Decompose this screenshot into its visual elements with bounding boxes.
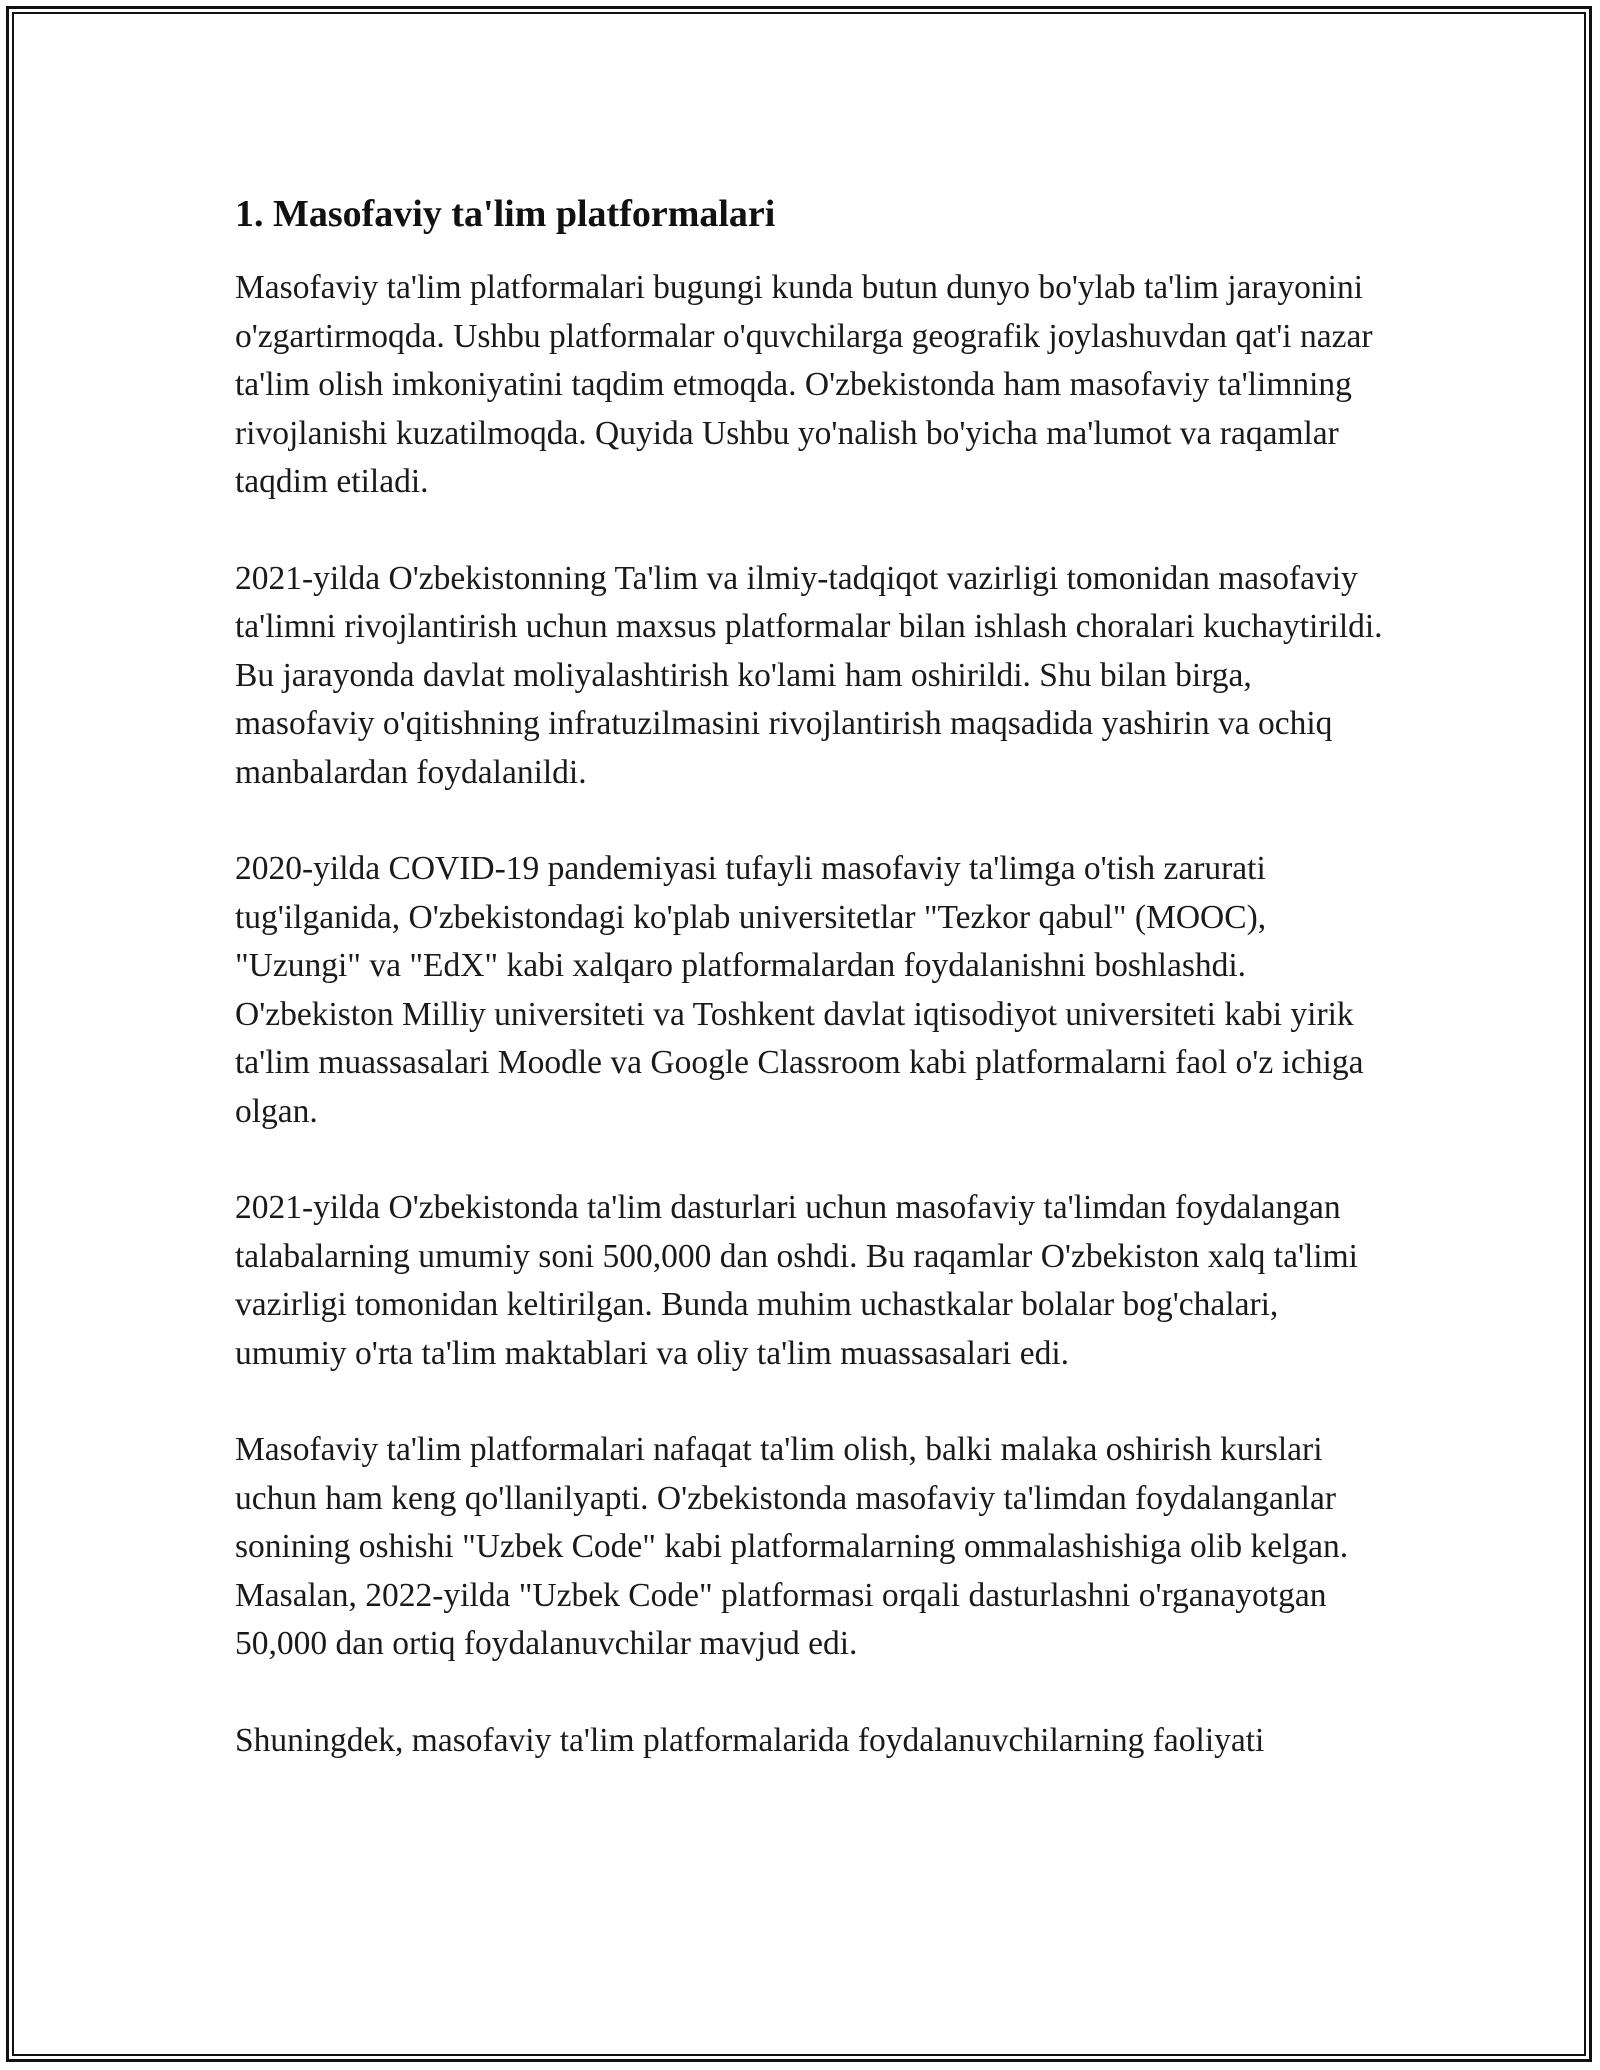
section-heading: 1. Masofaviy ta'lim platformalari — [235, 193, 776, 235]
paragraph-covid-2020: 2020-yilda COVID-19 pandemiyasi tufayli masofaviy ta'limga o'tish zarurati tug'ilganida, O'zbekistondagi ko'plab universitetlar "Tezkor qabul" (MOOC), "Uzungi" va "EdX" kabi xalqaro platformalardan foydalanishni boshlashdi. O'zbekiston Milliy universiteti va Toshkent davlat iqtisodiyot universiteti kabi yirik ta'lim muassasalari Moodle va Google Classroom kabi platformalarni faol o'z ichiga olgan. — [235, 850, 1364, 1130]
paragraph-uzbek-code: Masofaviy ta'lim platformalari nafaqat ta'lim olish, balki malaka oshirish kurslari uchun ham keng qo'llanilyapti. O'zbekistonda masofaviy ta'limdan foydalanganlar sonining oshishi "Uzbek Code" kabi platformalarning ommalashishiga olib kelgan. Masalan, 2022-yilda "Uzbek Code" platformasi orqali dasturlashni o'rganayotgan 50,000 dan ortiq foydalanuvchilar mavjud edi. — [235, 1431, 1349, 1662]
paragraph-students-2021: 2021-yilda O'zbekistonda ta'lim dasturlari uchun masofaviy ta'limdan foydalangan talabalarning umumiy soni 500,000 dan oshdi. Bu raqamlar O'zbekiston xalq ta'limi vazirligi tomonidan keltirilgan. Bunda muhim uchastkalar bolalar bog'chalari, umumiy o'rta ta'lim maktablari va oliy ta'lim muassasalari edi. — [235, 1189, 1358, 1372]
document-body — [235, 188, 1385, 1813]
paragraph-continuation: Shuningdek, masofaviy ta'lim platformalarida foydalanuvchilarning faoliyati — [235, 1721, 1265, 1759]
paragraph-intro: Masofaviy ta'lim platformalari bugungi kunda butun dunyo bo'ylab ta'lim jarayonini o'zgartirmoqda. Ushbu platformalar o'quvchilarga geografik joylashuvdan qat'i nazar ta'lim olish imkoniyatini taqdim etmoqda. O'zbekistonda ham masofaviy ta'limning rivojlanishi kuzatilmoqda. Quyida Ushbu yo'nalish bo'yicha ma'lumot va raqamlar taqdim etiladi. — [235, 269, 1373, 500]
paragraph-ministry-2021: 2021-yilda O'zbekistonning Ta'lim va ilmiy-tadqiqot vazirligi tomonidan masofaviy ta'limni rivojlantirish uchun maxsus platformalar bilan ishlash choralari kuchaytirildi. Bu jarayonda davlat moliyalashtirish ko'lami ham oshirildi. Shu bilan birga, masofaviy o'qitishning infratuzilmasini rivojlantirish maqsadida yashirin va ochiq manbalardan foydalanildi. — [235, 559, 1383, 791]
